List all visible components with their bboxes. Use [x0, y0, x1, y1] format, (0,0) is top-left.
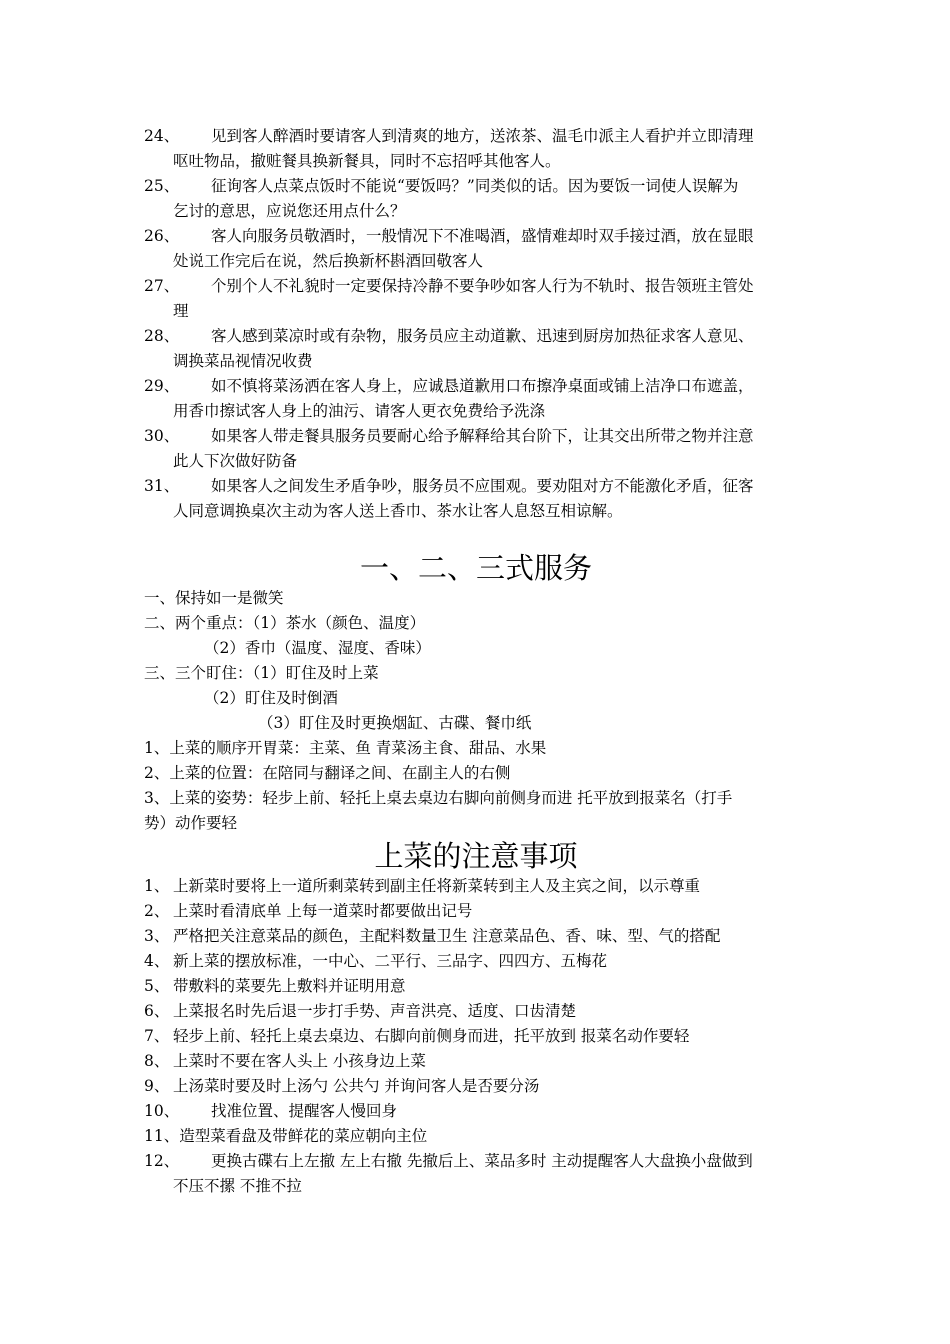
list-item — [144, 924, 808, 949]
item-text: 上菜报名时先后退一步打手势、声音洪亮、适度、口齿清楚 — [173, 1002, 577, 1020]
item-number: 1、 — [144, 877, 170, 895]
item-number: 5、 — [144, 977, 170, 995]
item-text-line: 用香巾擦试客人身上的油污、请客人更衣免费给予洗涤 — [173, 402, 546, 420]
point-line: 一、保持如一是微笑 — [144, 589, 284, 607]
item-text-line: 人同意调换桌次主动为客人送上香巾、茶水让客人息怒互相谅解。 — [173, 502, 623, 520]
item-text: 严格把关注意菜品的颜色，主配料数量卫生 注意菜品色、香、味、型、气的搭配 — [173, 927, 721, 945]
item-number: 28、 — [144, 327, 180, 345]
item-text-line: 调换菜品视情况收费 — [173, 352, 313, 370]
item-number: 24、 — [144, 127, 180, 145]
list-item — [144, 1099, 808, 1124]
item-number: 7、 — [144, 1027, 170, 1045]
point-line: 势）动作要轻 — [144, 814, 238, 832]
item-text — [173, 1149, 808, 1199]
list-item — [144, 974, 808, 999]
item-number: 3、 — [144, 927, 170, 945]
list-item — [144, 949, 808, 974]
item-text: 上新菜时要将上一道所剩菜转到副主任将新菜转到主人及主宾之间，以示尊重 — [173, 877, 701, 895]
item-text — [173, 174, 808, 224]
point-line: 3、上菜的姿势：轻步上前、轻托上桌去桌边右脚向前侧身而进 托平放到报菜名（打手 — [144, 789, 733, 807]
item-text-line: 客人感到菜凉时或有杂物，服务员应主动道歉、迅速到厨房加热征求客人意见、 — [211, 327, 754, 345]
item-number: 6、 — [144, 1002, 170, 1020]
list-item — [144, 1049, 808, 1074]
item-text-line: 客人向服务员敬酒时，一般情况下不准喝酒，盛情难却时双手接过酒，放在显眼 — [211, 227, 754, 245]
item-text — [173, 474, 808, 524]
point-line: 1、上菜的顺序开胃菜：主菜、鱼 青菜汤主食、甜品、水果 — [144, 739, 547, 757]
section-title-service: 一、二、三式服务 — [359, 551, 592, 585]
item-text-line: 处说工作完后在说，然后换新杯斟酒回敬客人 — [173, 252, 484, 270]
item-text-line: 如不慎将菜汤洒在客人身上，应诚恳道歉用口布擦净桌面或铺上洁净口布遮盖， — [211, 377, 754, 395]
item-number: 10、 — [144, 1102, 180, 1120]
item-text — [173, 224, 808, 274]
item-text — [173, 124, 808, 174]
item-text — [173, 374, 808, 424]
item-number: 25、 — [144, 177, 180, 195]
item-text-line: 征询客人点菜点饭时不能说“要饭吗？”同类似的话。因为要饭一词使人误解为 — [211, 177, 739, 195]
item-text-line: 更换古碟右上左撤 左上右撤 先撤后上、菜品多时 主动提醒客人大盘换小盘做到 — [211, 1152, 753, 1170]
point-line: （2）盯住及时倒酒 — [204, 689, 338, 707]
list-item — [144, 874, 808, 899]
item-text-line: 乞讨的意思，应说您还用点什么？ — [173, 202, 406, 220]
point-line: （2）香巾（温度、湿度、香味） — [204, 639, 431, 657]
item-text-line: 此人下次做好防备 — [173, 452, 298, 470]
item-number: 27、 — [144, 277, 180, 295]
item-number: 4、 — [144, 952, 170, 970]
list-item — [144, 1024, 808, 1049]
item-number: 30、 — [144, 427, 180, 445]
spacer — [144, 524, 808, 550]
item-text-line: 呕吐物品，撤赃餐具换新餐具，同时不忘招呼其他客人。 — [173, 152, 561, 170]
list-item — [144, 1074, 808, 1099]
item-text — [173, 274, 808, 324]
section-title-serving-notes: 上菜的注意事项 — [374, 839, 578, 873]
item-text: 带敷料的菜要先上敷料并证明用意 — [173, 977, 406, 995]
item-text — [173, 324, 808, 374]
item-text: 轻步上前、轻托上桌去桌边、右脚向前侧身而进，托平放到 报菜名动作要轻 — [173, 1027, 690, 1045]
item-text-line: 如果客人带走餐具服务员要耐心给予解释给其台阶下，让其交出所带之物并注意 — [211, 427, 754, 445]
item-text-line: 见到客人醉酒时要请客人到清爽的地方，送浓茶、温毛巾派主人看护并立即清理 — [211, 127, 754, 145]
item-text: 新上菜的摆放标准，一中心、二平行、三品字、四四方、五梅花 — [173, 952, 608, 970]
item-number: 12、 — [144, 1152, 180, 1170]
list-item — [144, 1149, 808, 1199]
item-text: 上菜时看清底单 上每一道菜时都要做出记号 — [173, 902, 473, 920]
item-text-line: 不压不摞 不推不拉 — [173, 1177, 302, 1195]
point-line: 三、三个盯住：（1）盯住及时上菜 — [144, 664, 379, 682]
list-item — [144, 324, 808, 374]
item-text — [173, 424, 808, 474]
item-number: 26、 — [144, 227, 180, 245]
point-line: 2、上菜的位置：在陪同与翻译之间、在副主人的右侧 — [144, 764, 511, 782]
item-text-line: 理 — [173, 302, 189, 320]
list-item — [144, 899, 808, 924]
list-item: 11、造型菜看盘及带鲜花的菜应朝向主位 — [144, 1127, 428, 1145]
list-item — [144, 424, 808, 474]
document-body — [144, 124, 808, 1199]
point-line: 二、两个重点：（1）茶水（颜色、温度） — [144, 614, 426, 632]
item-number: 9、 — [144, 1077, 170, 1095]
item-text: 找准位置、提醒客人慢回身 — [211, 1102, 398, 1120]
item-number: 29、 — [144, 377, 180, 395]
point-line: （3）盯住及时更换烟缸、古碟、餐巾纸 — [258, 714, 532, 732]
item-text: 上菜时不要在客人头上 小孩身边上菜 — [173, 1052, 426, 1070]
serving-notes-list — [144, 874, 808, 1199]
list-item — [144, 374, 808, 424]
list-item — [144, 999, 808, 1024]
item-text-line: 如果客人之间发生矛盾争吵，服务员不应围观。要劝阻对方不能激化矛盾，征客 — [211, 477, 754, 495]
service-points — [144, 586, 808, 836]
list-item — [144, 274, 808, 324]
service-rules-list — [144, 124, 808, 524]
list-item — [144, 474, 808, 524]
list-item — [144, 124, 808, 174]
item-number: 8、 — [144, 1052, 170, 1070]
item-number: 31、 — [144, 477, 180, 495]
item-text-line: 个别个人不礼貌时一定要保持冷静不要争吵如客人行为不轨时、报告领班主管处 — [211, 277, 754, 295]
item-text: 上汤菜时要及时上汤勺 公共勺 并询问客人是否要分汤 — [173, 1077, 540, 1095]
list-item — [144, 174, 808, 224]
item-number: 2、 — [144, 902, 170, 920]
list-item — [144, 224, 808, 274]
